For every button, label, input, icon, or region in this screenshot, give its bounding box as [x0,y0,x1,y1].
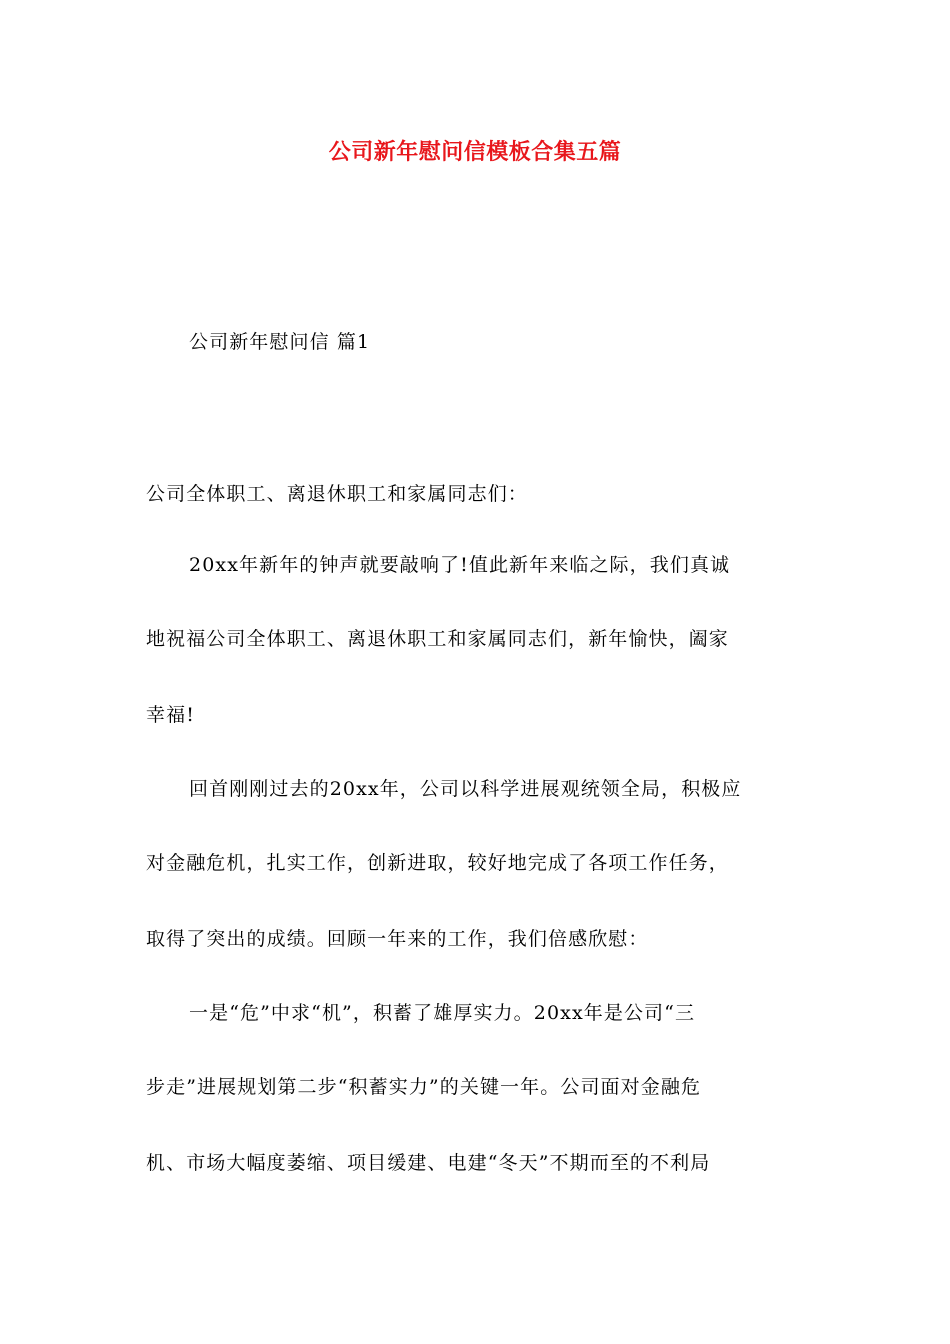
section-heading: 公司新年慰问信 篇1 [189,331,371,353]
paragraph-line: 回首刚刚过去的20xx年，公司以科学进展观统领全局，积极应 [189,778,742,800]
paragraph-line: 幸福! [146,704,195,726]
paragraph-line: 对金融危机，扎实工作，创新进取，较好地完成了各项工作任务， [146,852,729,874]
paragraph-line: 步走”进展规划第二步“积蓄实力”的关键一年。公司面对金融危 [146,1076,702,1098]
document-title: 公司新年慰问信模板合集五篇 [328,140,622,165]
salutation: 公司全体职工、离退休职工和家属同志们： [146,483,528,505]
paragraph-line: 一是“危”中求“机”，积蓄了雄厚实力。20xx年是公司“三 [189,1002,696,1024]
paragraph-line: 20xx年新年的钟声就要敲响了!值此新年来临之际，我们真诚 [189,554,731,576]
paragraph-line: 地祝福公司全体职工、离退休职工和家属同志们，新年愉快，阖家 [146,628,729,650]
paragraph-line: 取得了突出的成绩。回顾一年来的工作，我们倍感欣慰： [146,928,649,950]
paragraph-line: 机、市场大幅度萎缩、项目缓建、电建“冬天”不期而至的不利局 [146,1152,711,1174]
